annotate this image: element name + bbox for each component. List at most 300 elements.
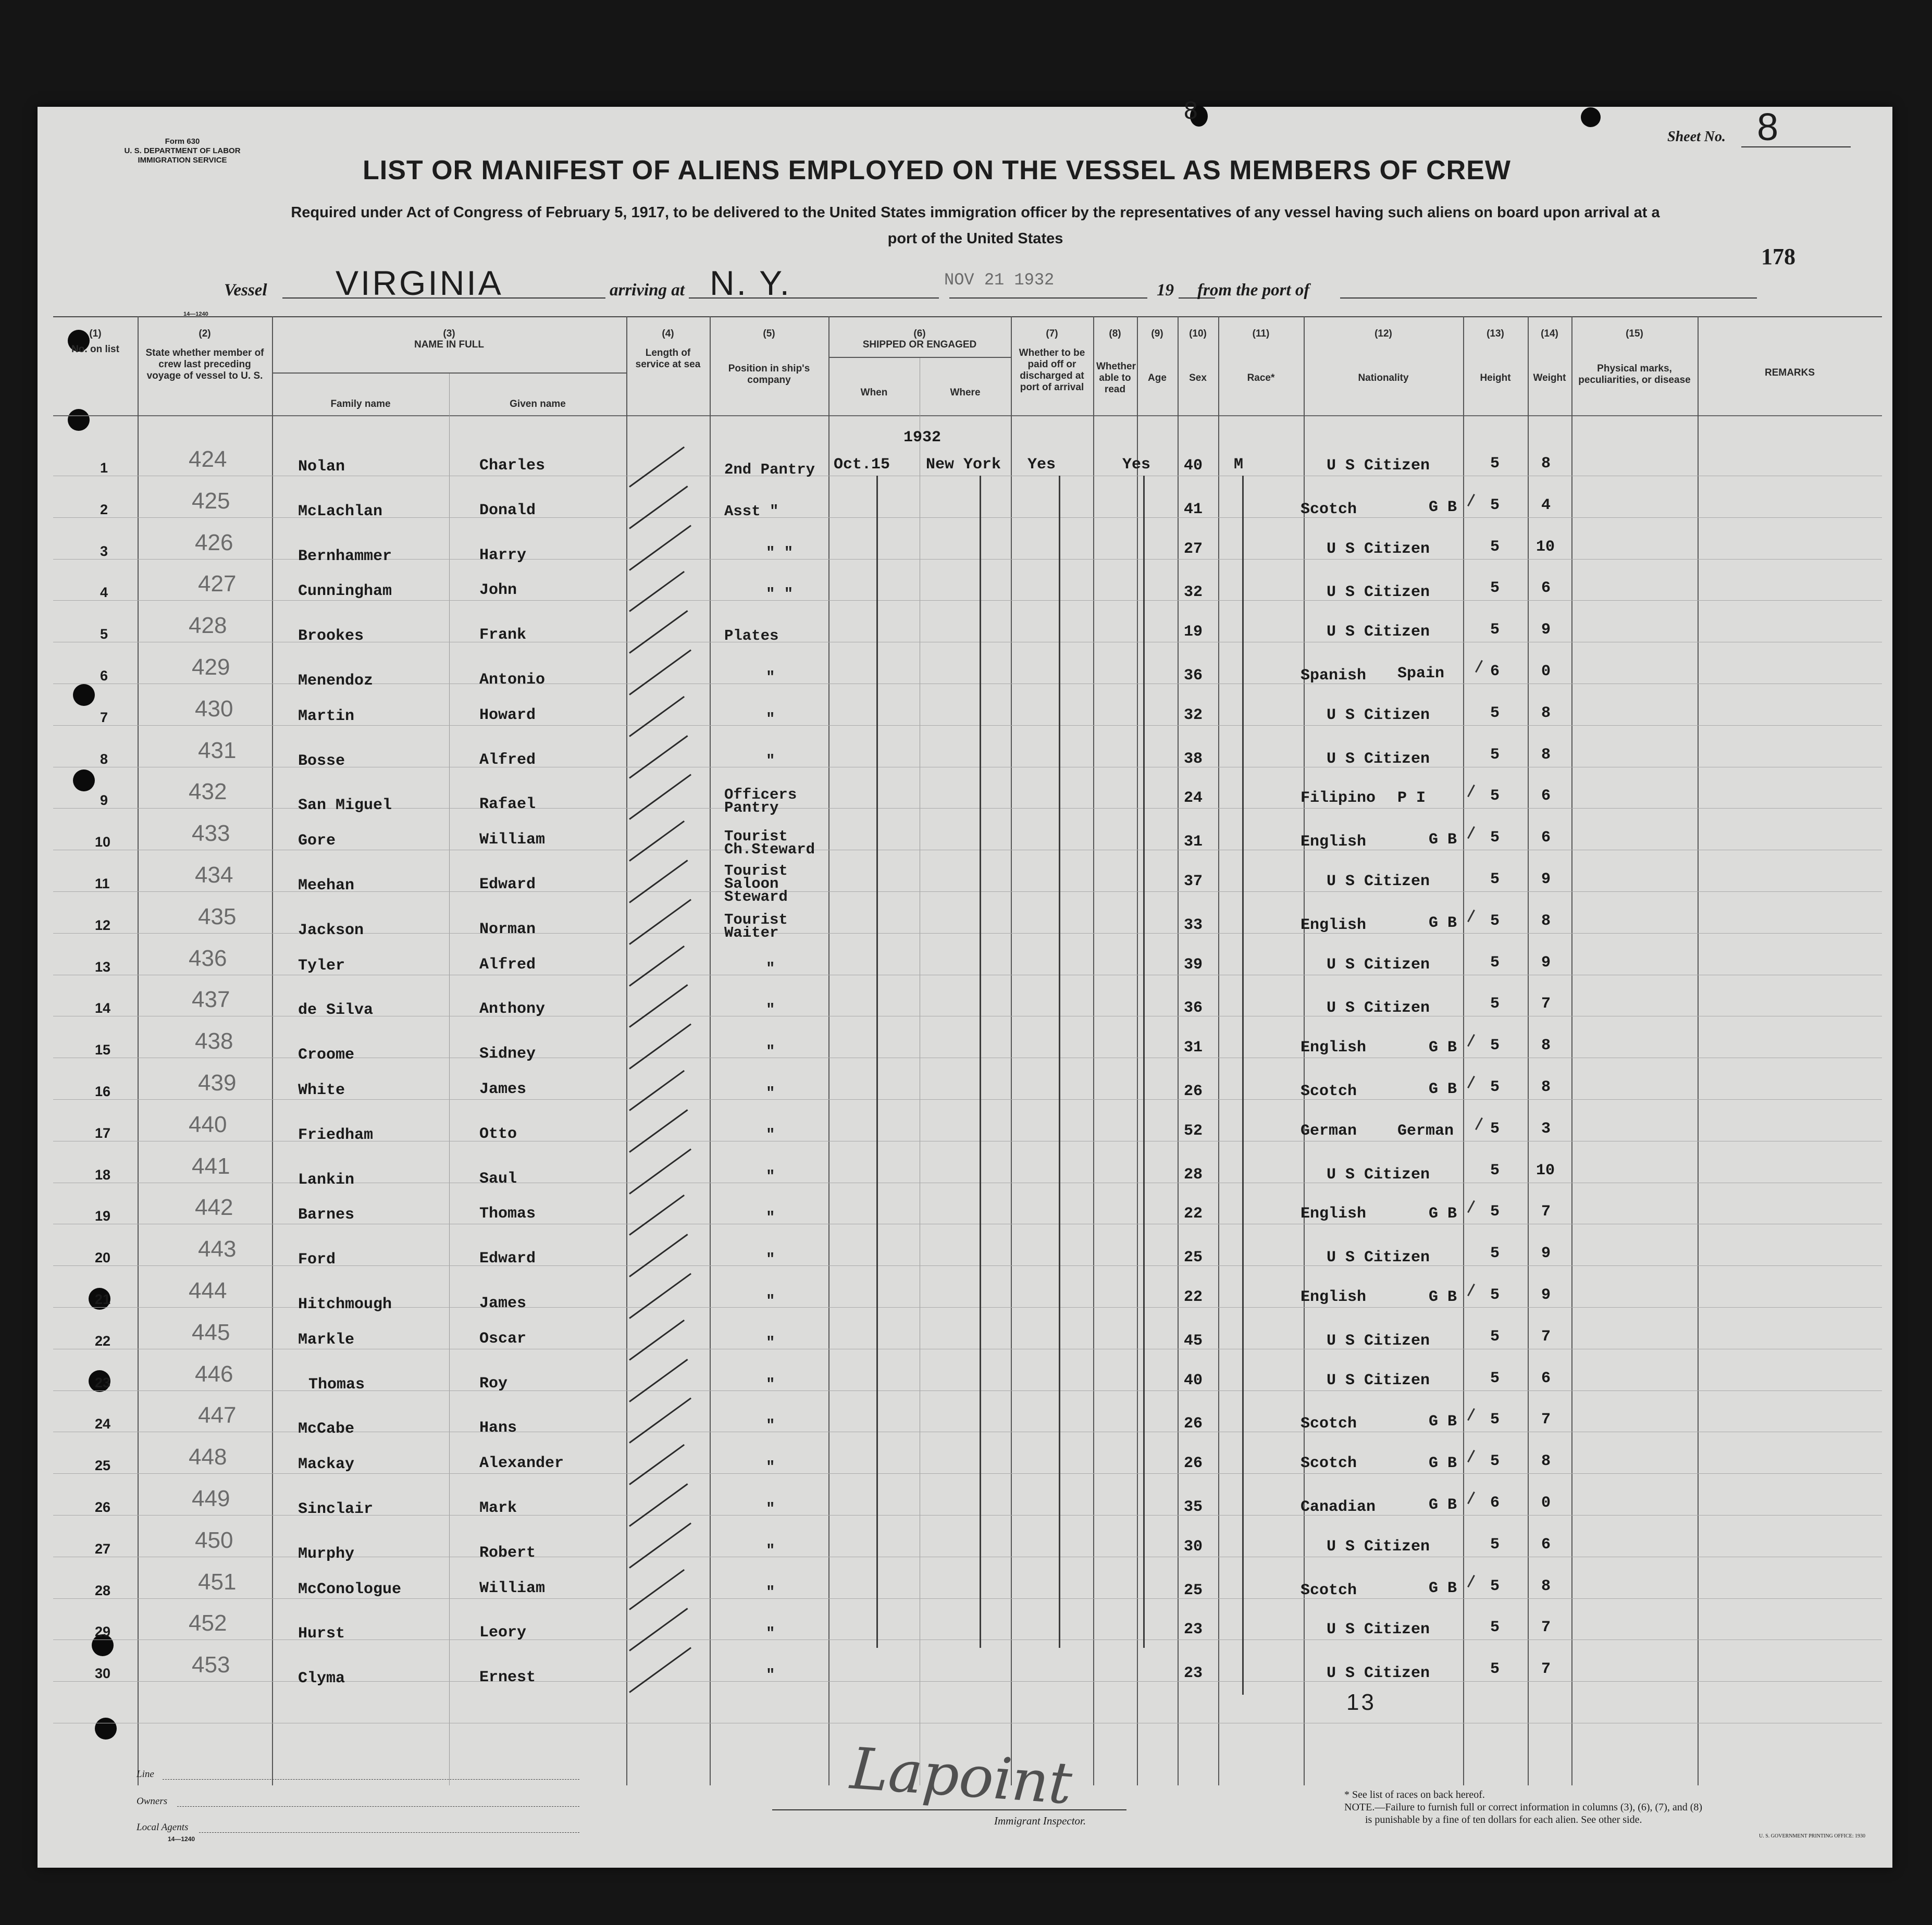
row-number: 11 (95, 876, 110, 891)
crew-number: 432 (189, 779, 227, 805)
crew-number: 445 (192, 1319, 230, 1345)
given-name: James (479, 1081, 527, 1098)
position-line: " (766, 1168, 775, 1185)
position-in-company (724, 786, 797, 817)
service-check-mark (629, 1070, 685, 1111)
weight: 8 (1541, 455, 1551, 473)
service-check-mark (629, 1273, 691, 1319)
weight: 9 (1541, 871, 1551, 888)
height: 5 (1490, 579, 1500, 598)
column-number: (6) (913, 328, 926, 339)
position-line: " " (766, 544, 794, 562)
position-line: Pantry (724, 799, 779, 817)
weight: 9 (1541, 1286, 1551, 1304)
row-number: 6 (100, 668, 108, 684)
position-in-company (724, 828, 815, 859)
col-divider (1698, 316, 1699, 1785)
age: 31 (1184, 833, 1203, 851)
family-name: de Silva (298, 1001, 374, 1020)
sheet-number: 8 (1757, 105, 1781, 148)
position-in-company (766, 1375, 775, 1393)
height: 5 (1490, 1369, 1500, 1387)
race: U S Citizen (1327, 540, 1430, 558)
column-header: No. on list (71, 344, 119, 355)
age: 32 (1184, 583, 1203, 602)
row-rule (53, 600, 1882, 601)
column-header: Sex (1189, 372, 1207, 383)
nationality: German (1397, 1122, 1454, 1140)
position-in-company (766, 1001, 775, 1019)
position-line: " (766, 1500, 775, 1518)
position-line: " (766, 752, 775, 769)
position-in-company (766, 710, 775, 728)
race: U S Citizen (1327, 999, 1430, 1017)
ditto-line (980, 476, 981, 1648)
race: U S Citizen (1327, 750, 1430, 768)
crew-number: 439 (198, 1070, 237, 1096)
tally-mark: 13 (1346, 1690, 1376, 1715)
race: U S Citizen (1327, 706, 1430, 724)
race: Scotch (1301, 1083, 1357, 1100)
age: 26 (1184, 1415, 1203, 1433)
weight: 6 (1541, 787, 1551, 805)
family-name: San Miguel (298, 797, 392, 815)
arriving-label: arriving at (610, 281, 685, 300)
row-number: 4 (100, 585, 108, 601)
family-name: Bosse (298, 752, 345, 770)
family-name: Gore (298, 832, 336, 850)
family-name: Croome (298, 1046, 355, 1064)
col-divider (1571, 316, 1572, 1785)
position-line: " (766, 1625, 775, 1643)
footnote-penalty-2: is punishable by a fine of ten dollars for each alien. See other side. (1365, 1814, 1642, 1825)
nationality-check-mark (1467, 1574, 1475, 1587)
nationality: G B (1429, 1288, 1457, 1306)
weight: 8 (1541, 1078, 1551, 1096)
crew-number: 447 (198, 1402, 237, 1429)
race: English (1301, 1039, 1367, 1057)
service-check-mark (629, 1608, 688, 1652)
height: 5 (1490, 1452, 1500, 1471)
row-number: 12 (95, 917, 111, 933)
position-in-company (724, 913, 788, 939)
position-in-company (766, 1625, 775, 1643)
service-check-mark (629, 1444, 685, 1485)
column-header: Race* (1247, 372, 1275, 383)
form-number: Form 630 (165, 137, 200, 146)
shipped-where: New York (926, 456, 1001, 474)
position-in-company (766, 962, 775, 975)
position-in-company (766, 1126, 775, 1144)
given-name: Rafael (479, 796, 536, 814)
shipped-subheader-rule (828, 357, 1011, 358)
family-name: White (298, 1082, 345, 1099)
height: 5 (1490, 1411, 1500, 1429)
crew-number: 443 (198, 1236, 237, 1262)
given-name: Leory (479, 1624, 527, 1642)
row-number: 25 (95, 1458, 111, 1474)
subtitle-line-2: port of the United States (887, 230, 1063, 247)
nationality-check-mark (1475, 660, 1483, 673)
crew-number: 450 (195, 1527, 233, 1553)
nationality: G B (1429, 914, 1457, 932)
given-name: William (479, 831, 546, 849)
age: 41 (1184, 500, 1203, 518)
family-name: Clyma (298, 1670, 345, 1688)
row-number: 21 (95, 1291, 111, 1307)
row-rule (53, 1473, 1882, 1474)
race: U S Citizen (1327, 1537, 1430, 1556)
col-divider (1137, 316, 1138, 1785)
crew-number: 449 (192, 1486, 230, 1511)
service-check-mark (629, 1569, 685, 1610)
crew-number: 424 (189, 446, 227, 472)
weight: 8 (1541, 704, 1551, 722)
position-in-company (766, 671, 775, 684)
position-in-company (724, 627, 779, 645)
service-check-mark (629, 774, 691, 820)
col-divider (1011, 316, 1012, 1785)
crew-number: 429 (192, 654, 230, 680)
service-check-mark (629, 1109, 688, 1153)
col-divider (710, 316, 711, 1785)
nationality: P I (1397, 789, 1426, 808)
form-title: LIST OR MANIFEST OF ALIENS EMPLOYED ON THE VESSEL AS MEMBERS OF CREW (363, 155, 1511, 185)
age: 23 (1184, 1621, 1203, 1639)
age: 35 (1184, 1498, 1203, 1516)
position-in-company (766, 1544, 775, 1557)
race: Scotch (1301, 1581, 1357, 1599)
height: 5 (1490, 1660, 1500, 1679)
given-name: Saul (479, 1170, 517, 1188)
race: U S Citizen (1327, 457, 1430, 475)
weight: 4 (1541, 496, 1551, 514)
height: 5 (1490, 871, 1500, 888)
height: 5 (1490, 1286, 1500, 1304)
height: 5 (1490, 995, 1500, 1013)
col-divider (828, 316, 829, 1785)
age: 38 (1184, 750, 1203, 768)
service-check-mark (629, 860, 688, 903)
weight: 10 (1536, 538, 1555, 556)
height: 5 (1490, 1078, 1500, 1096)
column-number: (13) (1487, 328, 1504, 339)
header-bottom-rule (53, 415, 1882, 416)
age: 33 (1184, 916, 1203, 934)
position-in-company (766, 1251, 775, 1269)
race: U S Citizen (1327, 1165, 1430, 1184)
position-line: " " (766, 586, 794, 603)
crew-table (38, 107, 1892, 1868)
position-line: " (766, 1375, 775, 1393)
family-name: Brookes (298, 627, 364, 645)
position-line: " (766, 1334, 775, 1351)
race: Filipino (1301, 789, 1376, 808)
row-number: 1 (100, 460, 108, 476)
service-check-mark (629, 1234, 688, 1277)
service-check-mark (629, 1483, 688, 1527)
service-check-mark (629, 1320, 685, 1361)
column-header: Physical marks, peculiarities, or disease (1578, 363, 1691, 386)
row-number: 3 (100, 543, 108, 559)
family-name: Bernhammer (298, 547, 392, 565)
age: 52 (1184, 1122, 1203, 1140)
shipped-year: 1932 (903, 429, 942, 446)
row-number: 28 (95, 1582, 111, 1598)
crew-number: 442 (195, 1195, 233, 1221)
service-check-mark (629, 486, 688, 529)
row-number: 30 (95, 1666, 111, 1682)
given-name: Norman (479, 920, 536, 938)
position-line: Steward (724, 888, 788, 905)
given-name: Roy (479, 1374, 508, 1393)
given-name: Anthony (479, 1000, 546, 1019)
age: 24 (1184, 789, 1203, 808)
column-header: Position in ship's company (728, 363, 810, 386)
inspector-label: Immigrant Inspector. (994, 1815, 1086, 1827)
footnote-races: * See list of races on back hereof. (1344, 1789, 1485, 1800)
race: Spanish (1301, 667, 1367, 685)
page-mark: 8 (1184, 97, 1200, 125)
table-form-code: 14—1240 (183, 311, 208, 317)
race: Scotch (1301, 500, 1357, 518)
service-check-mark (629, 1647, 691, 1693)
given-name: Oscar (479, 1330, 527, 1348)
family-name: McCabe (298, 1420, 355, 1438)
ditto-line (876, 476, 878, 1648)
race: Canadian (1301, 1498, 1376, 1516)
row-number: 16 (95, 1084, 111, 1099)
column-number: (14) (1541, 328, 1558, 339)
age: 22 (1184, 1205, 1203, 1223)
height: 5 (1490, 912, 1500, 930)
position-in-company (766, 1583, 775, 1601)
ditto-line (1059, 476, 1060, 1648)
column-header: NAME IN FULL (414, 339, 485, 350)
row-number: 23 (95, 1374, 111, 1390)
vessel-name: VIRGINIA (336, 264, 503, 302)
col-divider (138, 316, 139, 1785)
column-number: (7) (1046, 328, 1058, 339)
position-line: Tourist (724, 862, 788, 879)
column-header: Age (1148, 372, 1167, 383)
height: 5 (1490, 1577, 1500, 1595)
race: Scotch (1301, 1415, 1357, 1433)
crew-number: 434 (195, 862, 233, 888)
row-number: 10 (95, 834, 111, 850)
col-divider (1218, 316, 1219, 1785)
crew-number: 453 (192, 1652, 230, 1678)
family-name: Mackay (298, 1456, 355, 1474)
crew-number: 446 (195, 1361, 233, 1387)
col-divider (1528, 316, 1529, 1785)
column-number: (15) (1626, 328, 1643, 339)
column-number: (11) (1252, 328, 1270, 339)
service-check-mark (629, 696, 685, 737)
nationality-check-mark (1467, 1492, 1475, 1504)
nationality: G B (1429, 1496, 1457, 1514)
row-rule (53, 725, 1882, 726)
col-divider (272, 316, 273, 1785)
crew-number: 436 (189, 945, 227, 971)
race: English (1301, 833, 1367, 851)
weight: 9 (1541, 621, 1551, 639)
height: 5 (1490, 1327, 1500, 1346)
age: 19 (1184, 623, 1203, 641)
row-rule (53, 1598, 1882, 1599)
position-line: Tourist (724, 911, 788, 928)
given-name: Edward (479, 876, 536, 893)
service-check-mark (629, 735, 688, 779)
height: 5 (1490, 1619, 1500, 1637)
age: 45 (1184, 1332, 1203, 1350)
sheet-label: Sheet No. (1667, 129, 1726, 145)
position-line: " (766, 1251, 775, 1269)
nationality: G B (1429, 1039, 1457, 1057)
inspector-signature: Lapoint (848, 1735, 1074, 1817)
weight: 0 (1541, 1494, 1551, 1512)
weight: 6 (1541, 1369, 1551, 1387)
family-name: Lankin (298, 1171, 355, 1189)
row-number: 27 (95, 1541, 111, 1557)
service-check-mark (629, 446, 685, 488)
race: U S Citizen (1327, 1621, 1430, 1639)
weight: 9 (1541, 953, 1551, 972)
family-name: Friedham (298, 1126, 374, 1144)
height: 5 (1490, 953, 1500, 972)
position-line: " (766, 1583, 775, 1601)
age: 25 (1184, 1249, 1203, 1267)
column-header: REMARKS (1764, 367, 1815, 378)
position-in-company (766, 1087, 775, 1100)
crew-number: 451 (198, 1569, 237, 1595)
nationality-check-mark (1467, 910, 1475, 922)
row-number: 19 (95, 1208, 111, 1224)
race: U S Citizen (1327, 1665, 1430, 1683)
position-line: " (766, 710, 775, 728)
age: 25 (1184, 1581, 1203, 1599)
position-in-company (766, 1461, 775, 1474)
service-check-mark (629, 985, 688, 1028)
nationality-check-mark (1467, 785, 1475, 797)
inspector-underline (772, 1809, 1126, 1810)
column-header: Height (1480, 372, 1511, 383)
given-name: Hans (479, 1419, 517, 1437)
given-name: Mark (479, 1499, 517, 1517)
nationality-check-mark (1467, 1034, 1475, 1047)
family-name: Menendoz (298, 672, 374, 690)
position-in-company (766, 754, 775, 767)
age: 27 (1184, 540, 1203, 558)
position-line: " (766, 1459, 775, 1476)
height: 5 (1490, 455, 1500, 473)
given-name: Otto (479, 1125, 517, 1143)
age: 37 (1184, 873, 1203, 890)
given-name: Alfred (479, 955, 536, 974)
weight: 3 (1541, 1120, 1551, 1138)
family-name: Hitchmough (298, 1296, 392, 1313)
age: 26 (1184, 1455, 1203, 1473)
weight: 6 (1541, 829, 1551, 847)
position-line: Plates (724, 627, 779, 645)
sex: M (1234, 456, 1244, 474)
position-in-company (766, 1502, 775, 1516)
subtitle-line-1: Required under Act of Congress of February 5, 1917, to be delivered to the United States immigration officer by the representatives of any vessel having such aliens on board upon arrival at a (291, 204, 1660, 221)
row-rule (53, 1099, 1882, 1100)
line-underline (163, 1779, 579, 1780)
nationality-check-mark (1467, 1450, 1475, 1462)
nationality: G B (1429, 1455, 1457, 1473)
given-name: Thomas (479, 1205, 536, 1223)
position-line: Tourist (724, 828, 788, 846)
weight: 8 (1541, 746, 1551, 764)
position-in-company (766, 1209, 775, 1227)
height: 5 (1490, 829, 1500, 847)
family-name: Ford (298, 1251, 336, 1269)
ditto-line (1143, 476, 1145, 1648)
position-in-company (766, 1669, 775, 1682)
age: 30 (1184, 1537, 1203, 1556)
column-subheader-family: Family name (330, 399, 391, 409)
family-name: Nolan (298, 458, 345, 476)
crew-number: 425 (192, 488, 230, 514)
weight: 0 (1541, 663, 1551, 680)
nationality: G B (1429, 498, 1457, 516)
service-check-mark (629, 1024, 691, 1070)
age: 31 (1184, 1039, 1203, 1057)
row-number: 17 (95, 1125, 111, 1141)
weight: 9 (1541, 1245, 1551, 1263)
crew-number: 426 (195, 529, 233, 555)
family-name: Meehan (298, 877, 355, 895)
crew-number: 438 (195, 1028, 233, 1054)
column-number: (2) (199, 328, 211, 339)
weight: 8 (1541, 1037, 1551, 1055)
service-check-mark (629, 899, 691, 945)
height: 5 (1490, 1245, 1500, 1263)
service-check-mark (629, 1522, 691, 1568)
weight: 10 (1536, 1161, 1555, 1179)
col-divider (1093, 316, 1094, 1785)
footnotes (1344, 1789, 1865, 1843)
column-number: (3) (443, 328, 455, 339)
row-number: 8 (100, 751, 108, 767)
service-check-mark (629, 1359, 688, 1402)
nationality-check-mark (1467, 1200, 1475, 1213)
row-number: 24 (95, 1416, 111, 1432)
age: 40 (1184, 457, 1203, 475)
family-name: Hurst (298, 1625, 345, 1643)
given-name: Alexander (479, 1455, 564, 1473)
service-check-mark (629, 821, 685, 862)
given-name: John (479, 581, 517, 600)
printing-office: U. S. GOVERNMENT PRINTING OFFICE: 1930 (1759, 1833, 1865, 1839)
weight: 6 (1541, 579, 1551, 598)
service-name: IMMIGRATION SERVICE (138, 156, 227, 165)
position-in-company (766, 1417, 775, 1435)
agents-underline (199, 1832, 579, 1833)
family-name: McConologue (298, 1580, 402, 1598)
able-to-read: Yes (1122, 456, 1151, 474)
family-name: Thomas (308, 1375, 365, 1394)
column-header: Length of service at sea (635, 347, 701, 370)
table-top-rule (53, 316, 1882, 317)
given-name: Ernest (479, 1669, 536, 1687)
given-name: James (479, 1295, 527, 1312)
column-header: Weight (1533, 372, 1566, 383)
row-number: 9 (100, 792, 108, 809)
age: 23 (1184, 1665, 1203, 1683)
